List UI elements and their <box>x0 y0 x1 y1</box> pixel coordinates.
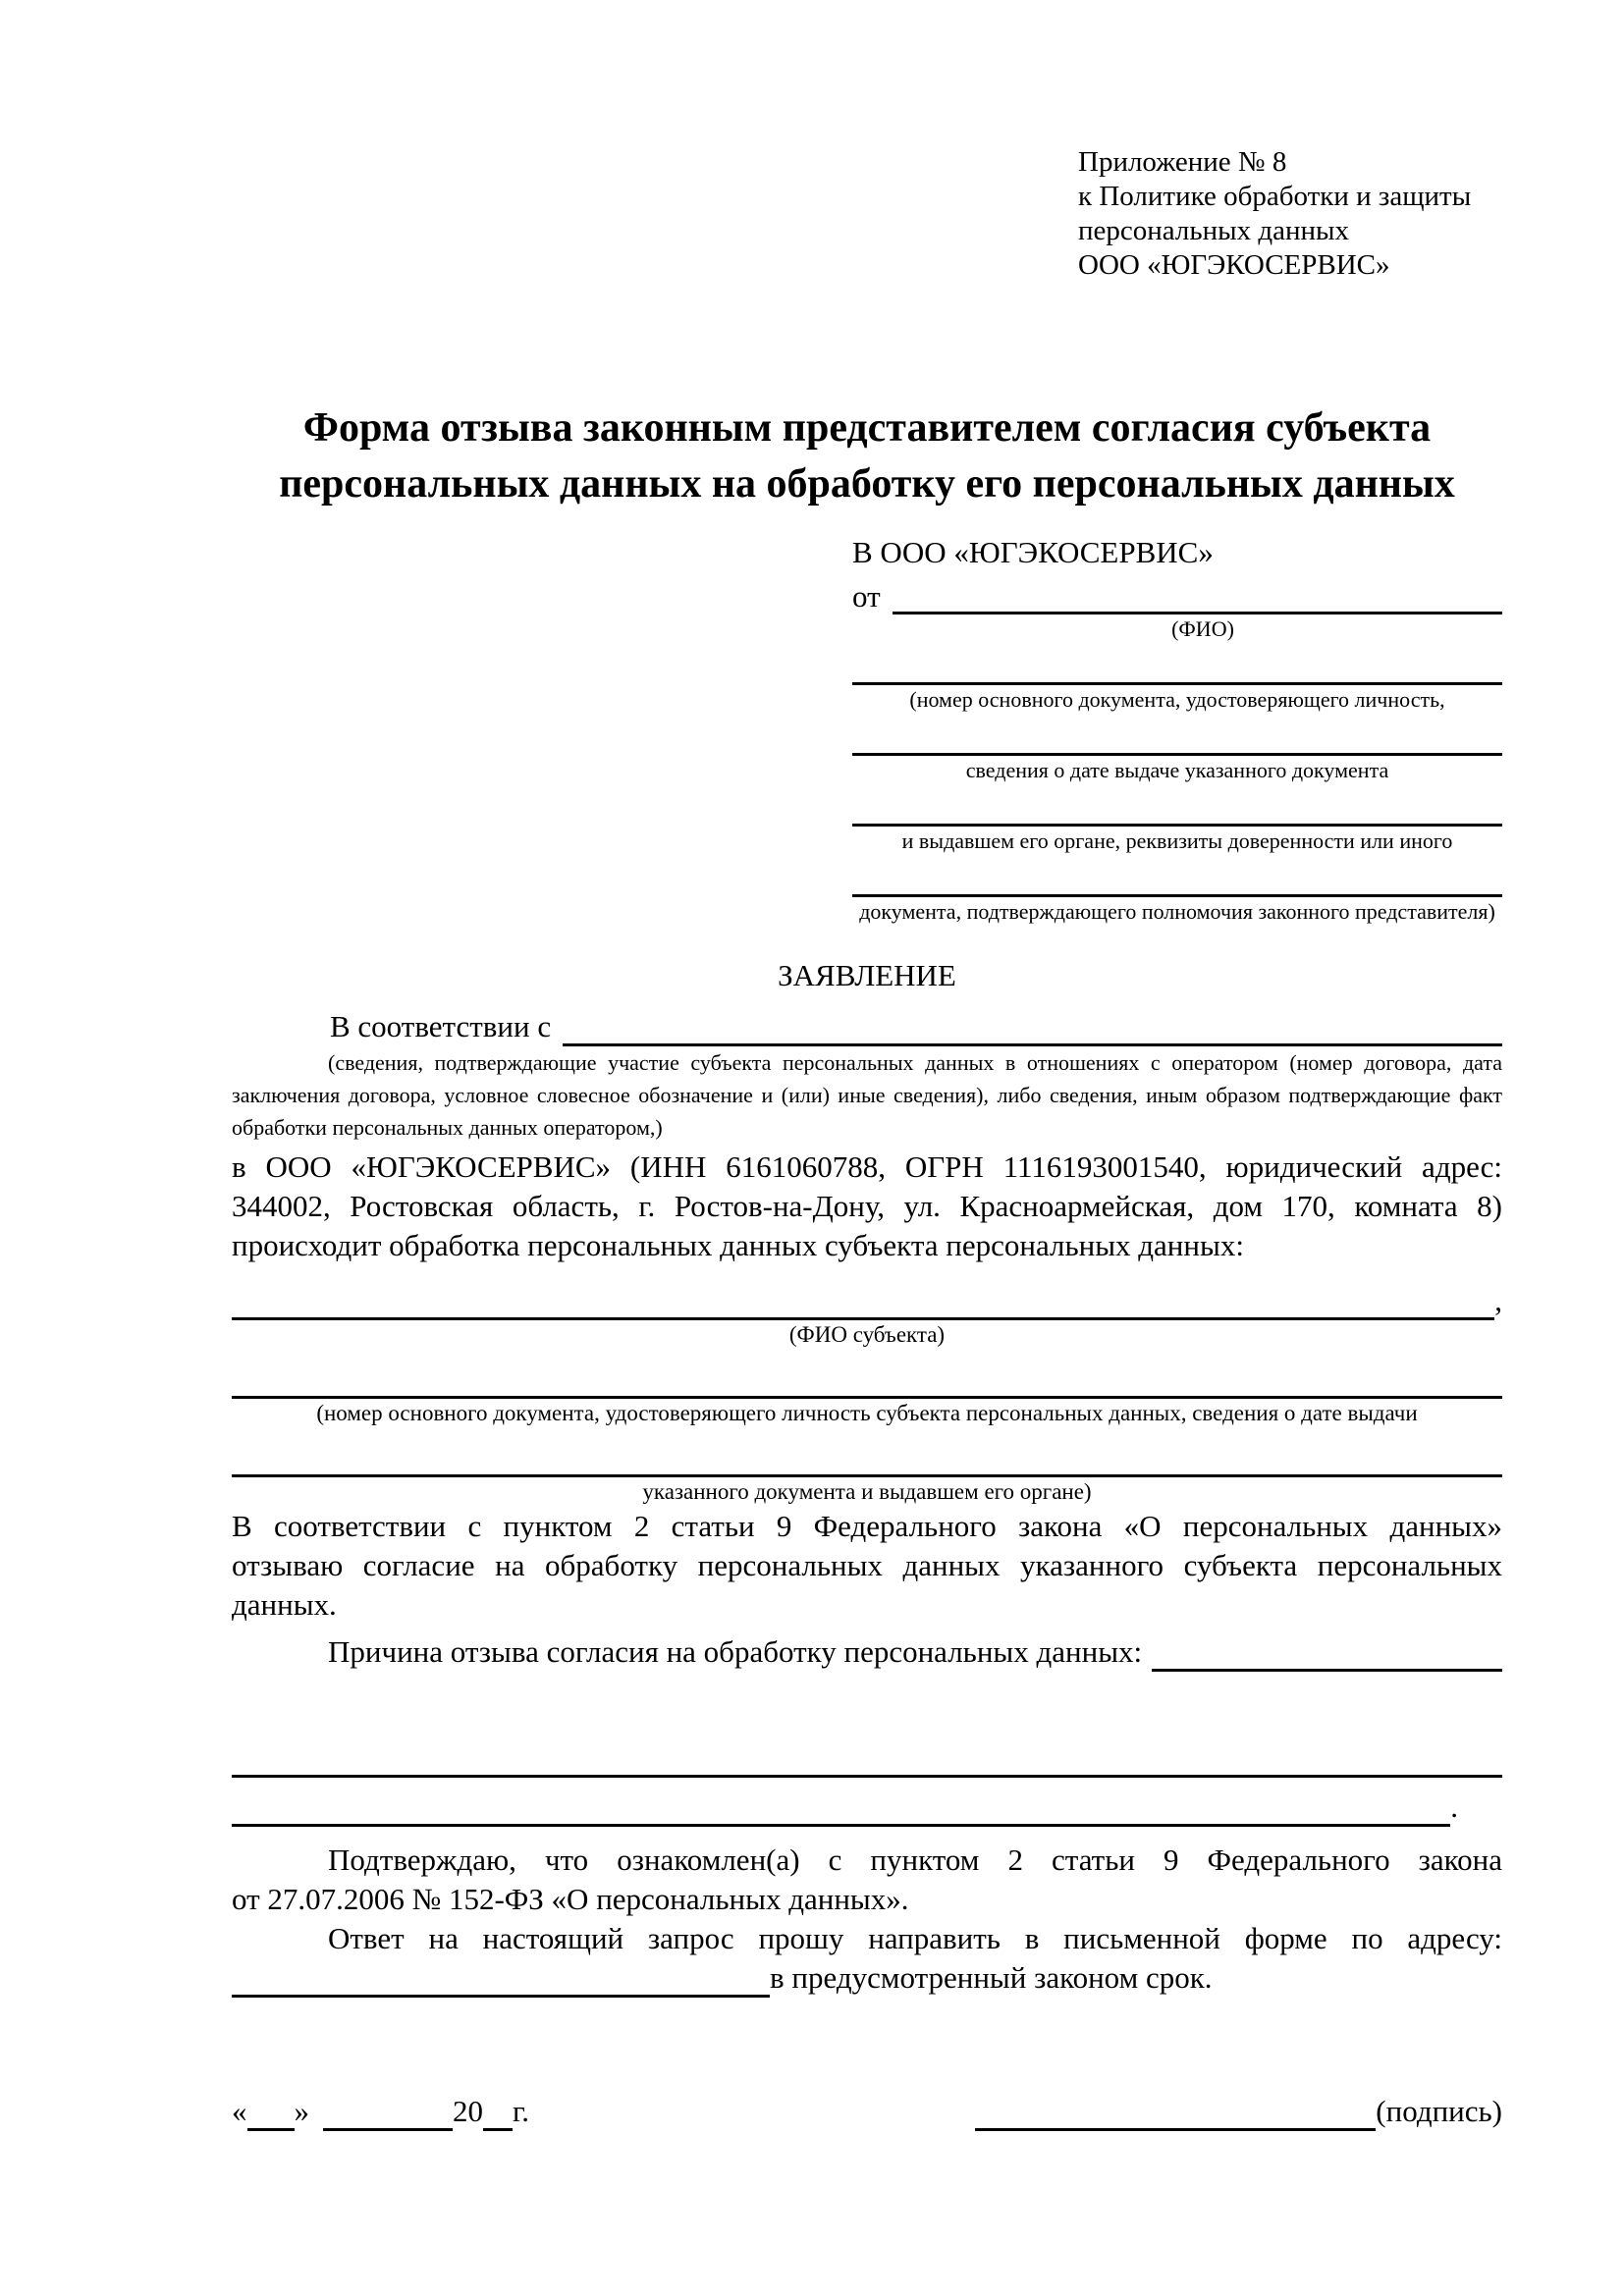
date-field <box>232 2092 529 2131</box>
representative-authority-blank-line <box>852 876 1502 897</box>
fio-caption: (ФИО) <box>1171 616 1234 641</box>
confirm-paragraph <box>232 1841 1502 1919</box>
footer-row <box>232 2092 1502 2131</box>
subject-document-blank-line <box>232 1375 1502 1399</box>
reply-address-blank-line <box>232 1968 770 1998</box>
subject-document-blank-line2 <box>232 1454 1502 1477</box>
document-title <box>232 400 1502 512</box>
subject-fio-comma: , <box>1494 1283 1502 1317</box>
reason-row <box>232 1632 1502 1672</box>
reason-blank-row3 <box>232 1789 1502 1827</box>
issue-date-blank-line <box>852 734 1502 756</box>
operator-line3: происходит обработка персональных данных субъекта персональных данных: <box>232 1228 1244 1262</box>
date-open-quote: « <box>232 2094 247 2128</box>
appendix-policy-line: к Политике обработки и защиты <box>1078 181 1472 212</box>
representative-authority-caption: документа, подтверждающего полномочия законного представителя) <box>859 899 1495 924</box>
signature-field <box>975 2092 1502 2131</box>
appendix-policy-line2: персональных данных <box>1078 215 1350 246</box>
intro-row <box>232 1007 1502 1046</box>
subject-fio-caption: (ФИО субъекта) <box>788 1322 946 1347</box>
reason-blank-line2 <box>232 1756 1502 1778</box>
document-number-blank-line <box>852 664 1502 685</box>
signature-blank-line <box>975 2098 1376 2131</box>
date-year-blank-line <box>483 2098 513 2131</box>
reply-line2-text: в предусмотренный законом срок. <box>770 1960 1213 1995</box>
intro-label: В соответствии с <box>330 1009 552 1043</box>
reason-period: . <box>1450 1789 1458 1824</box>
withdraw-line1: В соответствии с пунктом 2 статьи 9 Федерального закона «О персональных данных» <box>232 1509 1502 1543</box>
reason-label: Причина отзыва согласия на обработку персональных данных: <box>328 1634 1143 1669</box>
appendix-company: ООО «ЮГЭКОСЕРВИС» <box>1078 249 1390 281</box>
reply-line1: Ответ на настоящий запрос прошу направить в письменной форме по адресу: <box>328 1921 1502 1955</box>
withdraw-line2: отзываю согласие на обработку персональных данных указанного субъекта персональных <box>232 1548 1502 1582</box>
reason-blank-line3 <box>232 1824 1450 1827</box>
confirm-line1: Подтверждаю, что ознакомлен(а) с пунктом 2 статьи 9 Федерального закона <box>328 1842 1502 1877</box>
withdraw-paragraph <box>232 1507 1502 1625</box>
fine-print-line1: (сведения, подтверждающие участие субъекта персональных данных в отношениях с оператором (номер договора, дата <box>328 1050 1502 1075</box>
fine-print <box>232 1046 1502 1144</box>
issue-date-caption: сведения о дате выдаче указанного документа <box>965 758 1389 782</box>
fine-print-line2: заключения договора, условное словесное обозначение и (или) иные сведения), либо сведения, иным образом подтверждающие факт <box>232 1083 1502 1107</box>
document-number-caption: (номер основного документа, удостоверяющего личность, <box>909 687 1445 712</box>
confirm-line2: от 27.07.2006 № 152-ФЗ «О персональных данных». <box>232 1882 909 1916</box>
issuing-authority-caption: и выдавшем его органе, реквизиты доверенности или иного <box>901 828 1453 853</box>
appendix-number: Приложение № 8 <box>1078 146 1287 178</box>
reason-blank-line <box>1152 1669 1502 1672</box>
operator-line2: 344002, Ростовская область, г. Ростов-на-Дону, ул. Красноармейская, дом 170, комната 8) <box>232 1189 1502 1223</box>
date-day-blank-line <box>247 2098 295 2131</box>
operator-line1: в ООО «ЮГЭКОСЕРВИС» (ИНН 6161060788, ОГРН 1116193001540, юридический адрес: <box>232 1149 1502 1184</box>
subject-document-caption: (номер основного документа, удостоверяющего личность субъекта персональных данных, сведения о дате выдачи <box>316 1401 1418 1425</box>
subject-fio-row <box>232 1283 1502 1320</box>
date-year-prefix: 20 <box>453 2094 483 2128</box>
date-month-blank-line <box>323 2098 453 2131</box>
addressee-org: В ООО «ЮГЭКОСЕРВИС» <box>852 535 1214 569</box>
subject-document-caption2: указанного документа и выдавшем его органе) <box>642 1479 1092 1504</box>
document-title-line2: персональных данных на обработку его персональных данных <box>279 461 1455 507</box>
issuing-authority-blank-line <box>852 805 1502 827</box>
addressee-block <box>852 534 1502 927</box>
from-label: от <box>852 579 881 614</box>
statement-heading: ЗАЯВЛЕНИЕ <box>778 958 956 992</box>
reply-paragraph <box>232 1919 1502 1998</box>
fine-print-line3: обработки персональных данных оператором,) <box>232 1115 663 1140</box>
reply-row2 <box>232 1958 1502 1998</box>
appendix-header <box>1078 145 1502 283</box>
from-row <box>852 579 1502 614</box>
signature-caption: (подпись) <box>1376 2094 1502 2128</box>
withdraw-line3: данных. <box>232 1587 337 1622</box>
document-title-line1: Форма отзыва законным представителем согласия субъекта <box>302 405 1432 451</box>
operator-paragraph <box>232 1148 1502 1265</box>
date-close-quote: » <box>294 2094 309 2128</box>
date-year-suffix: г. <box>513 2094 529 2128</box>
